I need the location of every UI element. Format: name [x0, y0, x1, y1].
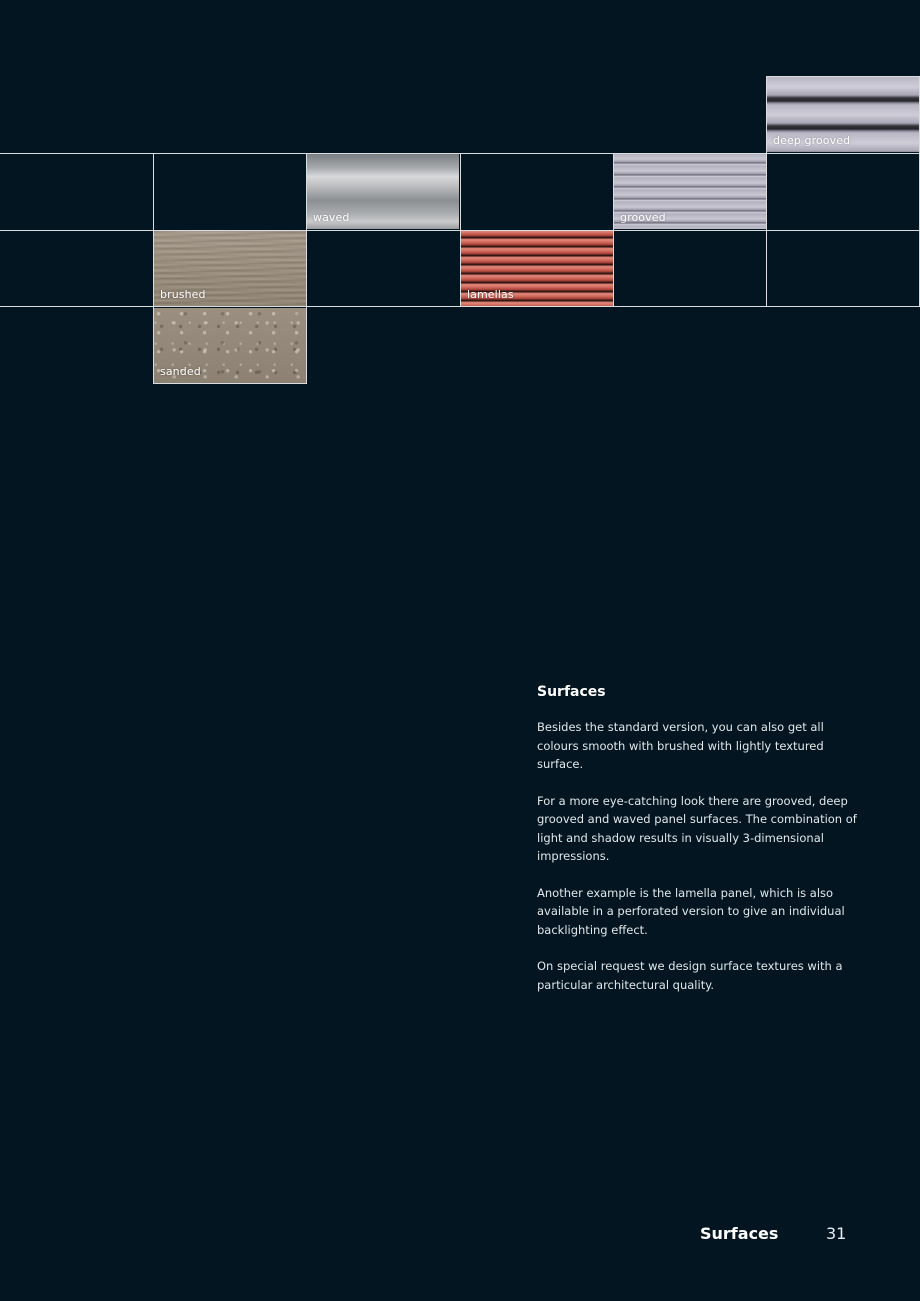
waved-label: waved — [313, 211, 350, 224]
paragraph: Another example is the lamella panel, which is also available in a perforated version to give an individual backlighting effect. — [537, 885, 845, 937]
brushed-swatch — [154, 231, 306, 306]
surfaces-text-block — [537, 684, 857, 1012]
paragraph: For a more eye-catching look there are grooved, deep grooved and waved panel surfaces. The combination of light and shadow results in visually 3-dimensional impressions. — [537, 793, 857, 863]
lamellas-label: lamellas — [467, 288, 514, 301]
brushed-label: brushed — [160, 288, 206, 301]
waved-swatch — [307, 154, 459, 229]
grid-line — [153, 383, 307, 384]
section-heading: Surfaces — [537, 684, 606, 700]
deep-grooved-label: deep grooved — [773, 134, 851, 147]
sanded-swatch — [154, 308, 306, 383]
paragraph: Besides the standard version, you can also get all colours smooth with brushed with lightly textured surface. — [537, 720, 824, 771]
deep-grooved-swatch — [767, 77, 919, 152]
sanded-label: sanded — [160, 365, 201, 378]
footer-section-title: Surfaces — [700, 1224, 779, 1243]
lamellas-swatch — [461, 231, 613, 306]
page-number: 31 — [826, 1224, 847, 1243]
grooved-label: grooved — [620, 211, 666, 224]
grooved-swatch — [614, 154, 766, 229]
paragraph: On special request we design surface textures with a particular architectural quality. — [537, 959, 843, 992]
